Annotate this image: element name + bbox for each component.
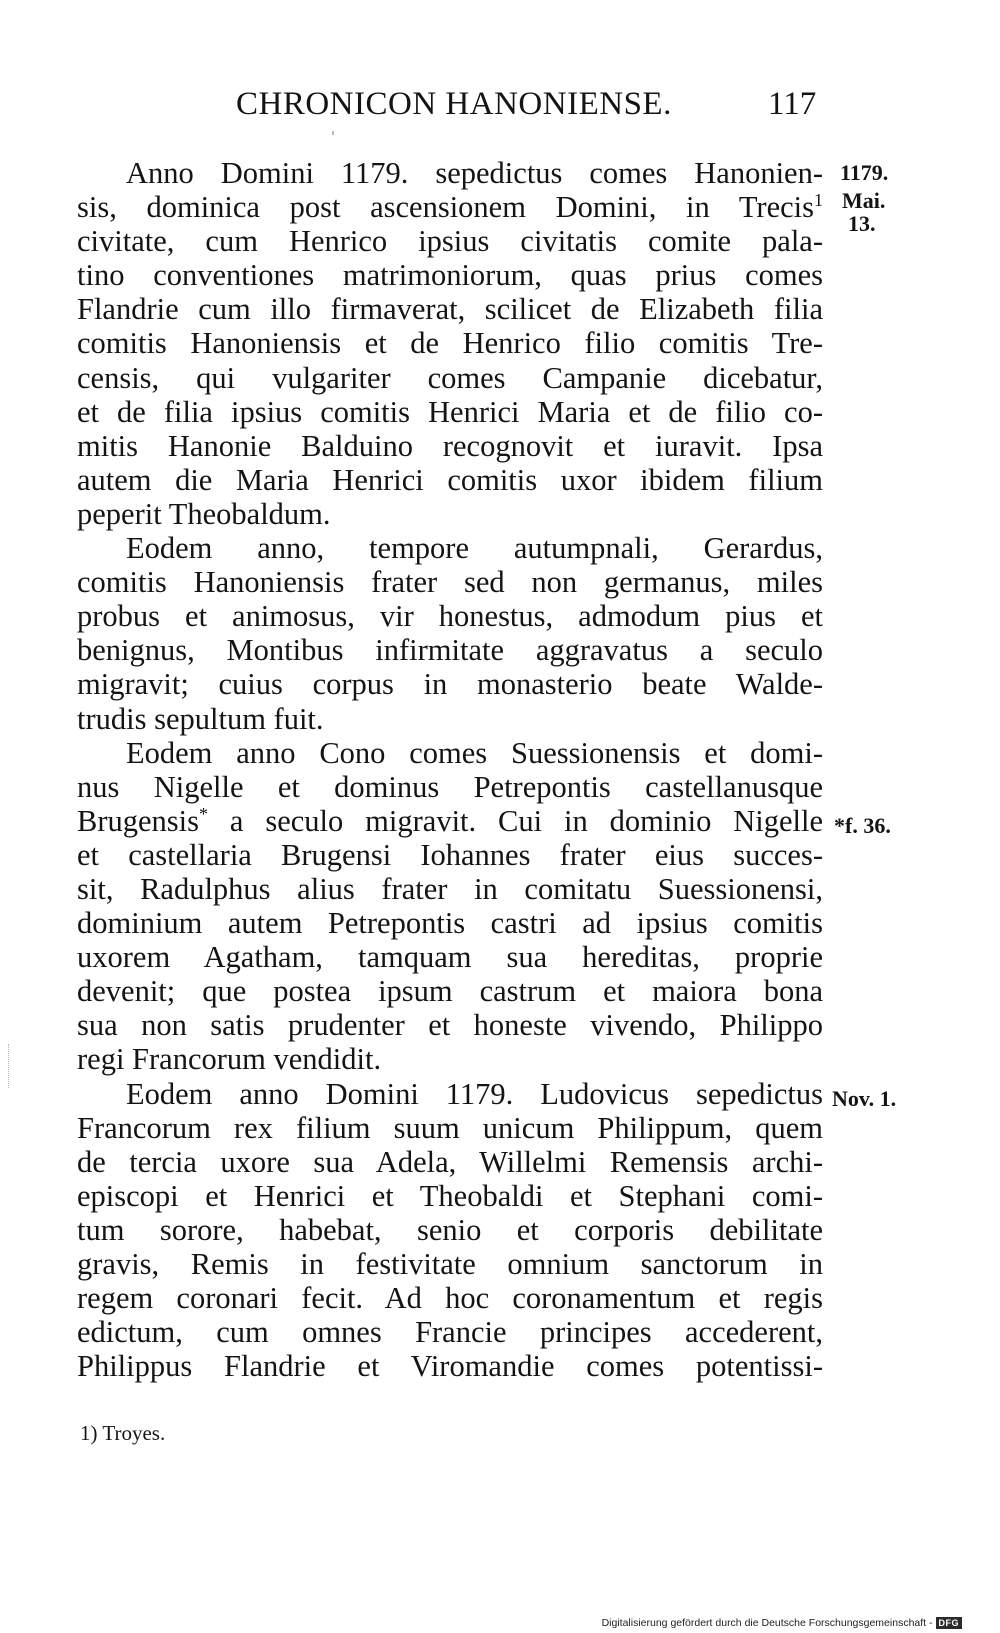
text-line: Flandrie cum illo firmaverat, scilicet de Elizabeth filia xyxy=(77,292,823,327)
running-title: CHRONICON HANONIENSE. xyxy=(236,86,672,122)
text-line: dominium autem Petrepontis castri ad ipsius comitis xyxy=(77,906,823,941)
text-line: civitate, cum Henrico ipsius civitatis comite pala- xyxy=(77,224,823,259)
text-line: sis, dominica post ascensionem Domini, in Trecis$^1$ xyxy=(77,189,823,225)
text-line: gravis, Remis in festivitate omnium sanctorum in xyxy=(77,1247,823,1281)
text-line: Eodem anno Domini 1179. Ludovicus sepedictus xyxy=(126,1076,823,1111)
text-line: Francorum rex filium suum unicum Philippum, quem xyxy=(77,1110,823,1145)
text-line: autem die Maria Henrici comitis uxor ibidem filium xyxy=(77,462,823,497)
text-line: comitis Hanoniensis et de Henrico filio comitis Tre- xyxy=(77,326,823,361)
text-line: tino conventiones matrimoniorum, quas prius comes xyxy=(77,258,823,293)
text-line: mitis Hanonie Balduino recognovit et iuravit. Ipsa xyxy=(77,428,823,463)
text-line: Brugensis* a seculo migravit. Cui in dominio Nigelle xyxy=(77,803,823,838)
text-line: episcopi et Henrici et Theobaldi et Stephani comi- xyxy=(77,1178,823,1213)
footnote: 1) Troyes. xyxy=(80,1421,166,1445)
dfg-logo: DFG xyxy=(936,1617,963,1629)
margin-note-date: Nov. 1. xyxy=(832,1086,897,1111)
text-line: probus et animosus, vir honestus, admodum pius et xyxy=(77,599,823,634)
text-line: regem coronari fecit. Ad hoc coronamentum et regis xyxy=(77,1281,823,1316)
margin-note-month: Mai. xyxy=(842,188,886,213)
text-line: de tercia uxore sua Adela, Willelmi Remensis archi- xyxy=(77,1144,823,1179)
text-line: comitis Hanoniensis frater sed non germanus, miles xyxy=(77,565,823,600)
margin-note-folio: *f. 36. xyxy=(834,813,891,838)
footnote-reference: 1 xyxy=(814,189,823,210)
text-line: regi Francorum vendidit. xyxy=(77,1042,382,1077)
text-line: sit, Radulphus alius frater in comitatu Suessionensi, xyxy=(77,871,823,906)
print-speck xyxy=(332,131,334,135)
text-line: et de filia ipsius comitis Henrici Maria et de filio co- xyxy=(77,394,823,429)
digitization-credit xyxy=(602,1617,962,1629)
margin-note-day: 13. xyxy=(848,211,876,236)
text-line: censis, qui vulgariter comes Campanie dicebatur, xyxy=(77,360,823,395)
scan-edge-dots xyxy=(8,1044,10,1088)
text-line: peperit Theobaldum. xyxy=(77,496,331,531)
text-line: tum sorore, habebat, senio et corporis debilitate xyxy=(77,1212,823,1247)
text-line: edictum, cum omnes Francie principes accederent, xyxy=(77,1315,823,1350)
text-line: Anno Domini 1179. sepedictus comes Hanonien- xyxy=(126,156,823,190)
margin-note-year: 1179. xyxy=(840,160,889,185)
text-line: benignus, Montibus infirmitate aggravatus a seculo xyxy=(77,633,823,668)
credit-text: Digitalisierung gefördert durch die Deutsche Forschungsgemeinschaft - xyxy=(601,1617,933,1629)
main-text xyxy=(77,156,823,1383)
text-line: nus Nigelle et dominus Petrepontis castellanusque xyxy=(77,769,823,804)
folio-asterisk: * xyxy=(199,803,208,824)
text-line: devenit; que postea ipsum castrum et maiora bona xyxy=(77,974,823,1009)
page-number: 117 xyxy=(768,86,817,122)
text-line: migravit; cuius corpus in monasterio beate Walde- xyxy=(77,667,823,702)
text-line: sua non satis prudenter et honeste vivendo, Philippo xyxy=(77,1008,823,1043)
text-line: Eodem anno Cono comes Suessionensis et domi- xyxy=(126,735,823,770)
text-line: uxorem Agatham, tamquam sua hereditas, proprie xyxy=(77,940,823,975)
text-line: trudis sepultum fuit. xyxy=(77,701,324,736)
text-line: et castellaria Brugensi Iohannes frater eius succes- xyxy=(77,837,823,872)
text-line: Philippus Flandrie et Viromandie comes potentissi- xyxy=(77,1349,823,1384)
text-line: Eodem anno, tempore autumpnali, Gerardus, xyxy=(126,531,823,566)
